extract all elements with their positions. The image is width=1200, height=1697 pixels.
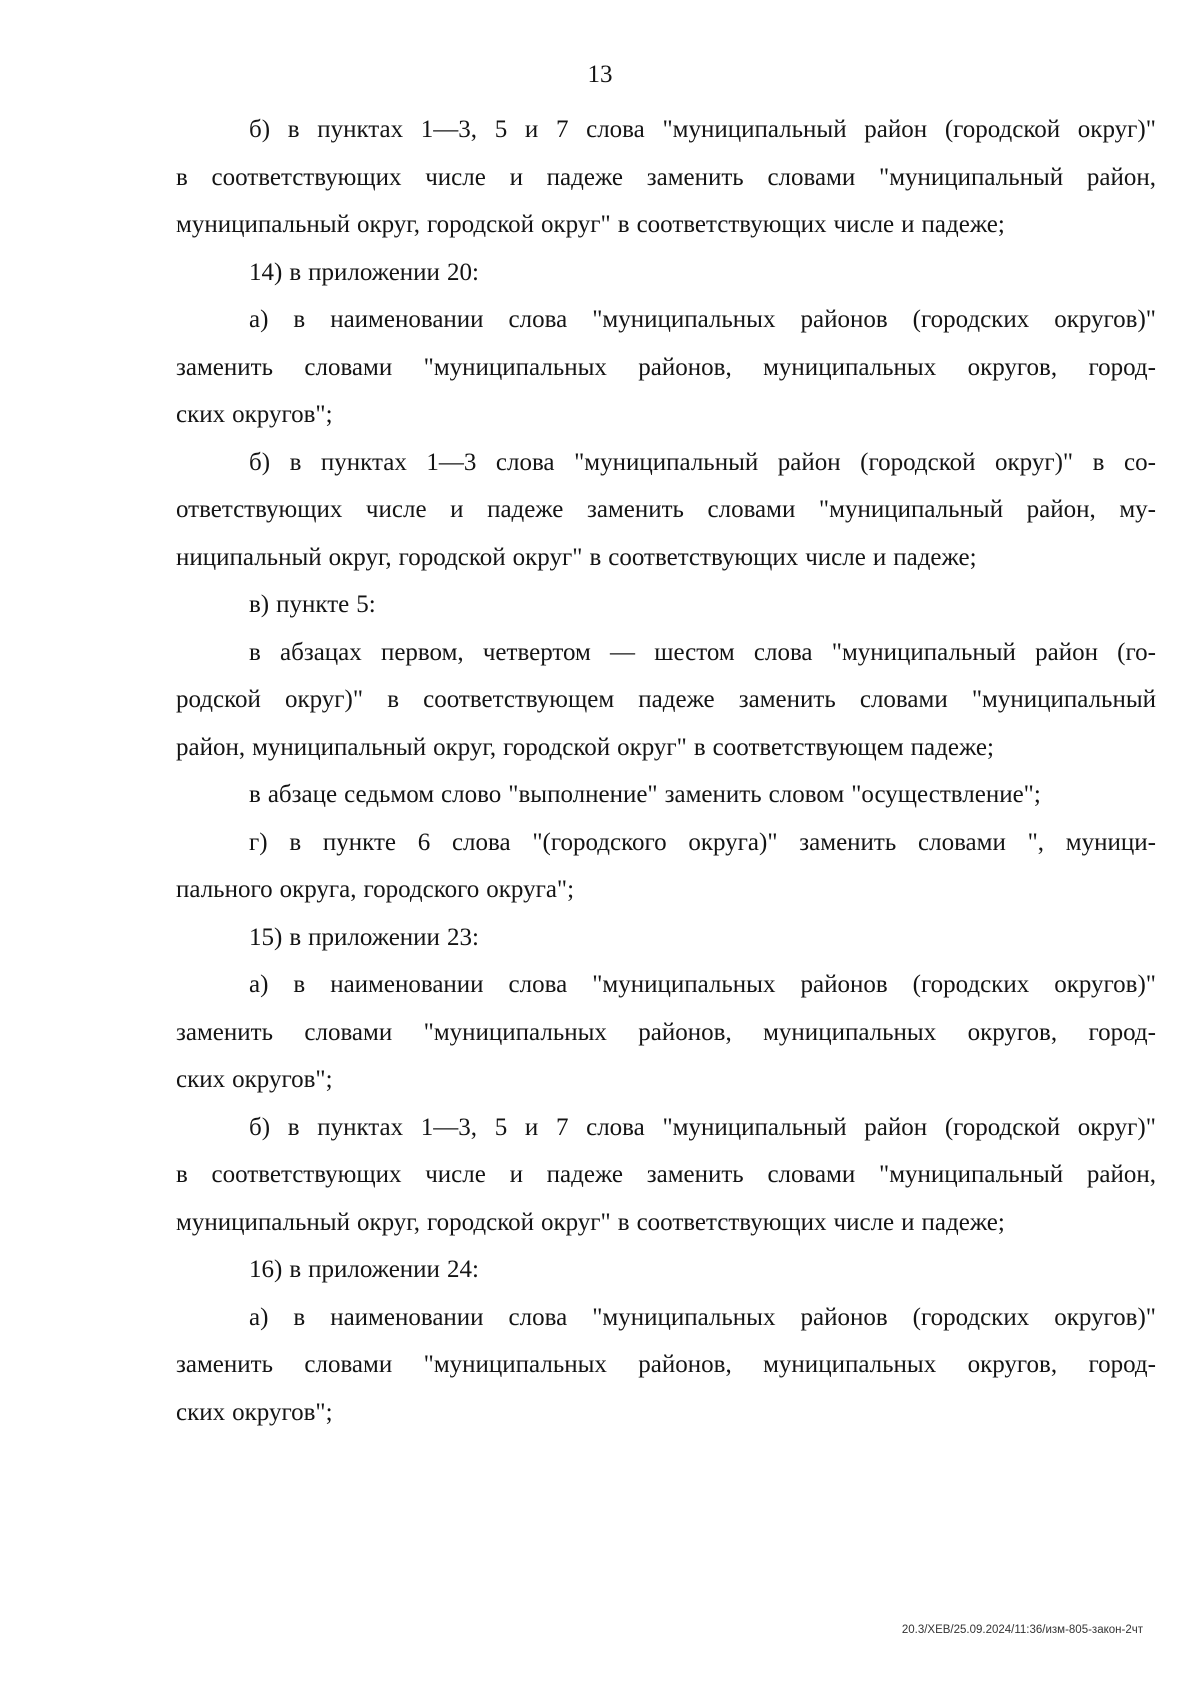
word: городской [398,543,506,571]
word: му- [1119,496,1156,523]
word: муниципальных [763,353,937,381]
text-line [176,534,1156,582]
word: округ)" [1077,116,1156,143]
word: "муниципальных [423,1018,607,1046]
word: абзаце [267,781,338,808]
word: а) [249,1303,269,1331]
word: городской [426,1208,534,1236]
word: числе [425,163,486,191]
word: в [617,211,630,238]
word: город- [1088,1351,1156,1378]
word: пунктах [317,116,404,143]
word: город- [1088,353,1156,381]
word: в [589,543,602,571]
word: заменить [176,1018,273,1046]
word: "(городского [532,828,667,856]
word: округов)" [1054,971,1156,998]
word: пункте [276,591,350,618]
word: 1—3 [426,448,477,476]
word: слова [586,116,645,143]
word: (городской [944,116,1061,143]
word: седьмом [344,781,435,808]
word: "муниципальных [592,971,776,998]
word: словами [859,686,948,713]
word: 24: [446,1256,479,1283]
text-line [176,154,1156,202]
word: в [289,1256,302,1283]
word: словами [918,828,1006,856]
text-line [176,201,1156,249]
word: в [176,1161,188,1188]
word: округ" [540,1208,611,1236]
word: в [176,163,188,191]
word: в [387,686,400,713]
text-line [176,1294,1156,1342]
word: в [289,448,302,476]
word: в [287,1113,300,1141]
word: 16) [249,1256,283,1283]
word: округов, [967,1018,1058,1046]
word: словами [767,1161,856,1188]
word: словами [707,496,796,523]
word: в [289,923,302,951]
text-line [176,819,1156,867]
document-body [176,106,1156,1436]
word: округ" [512,543,583,571]
word: в [249,781,261,808]
word: наименовании [330,1303,484,1331]
text-line [176,1246,1156,1294]
word: (городской [860,448,976,476]
word: муниципальных [763,1351,937,1378]
word: 23: [446,923,479,951]
word: округ, [433,733,497,761]
word: округов)" [1054,306,1156,333]
word: в [289,828,302,856]
word: первом, [380,638,464,666]
word: ответствующих [176,496,343,523]
word: ", [1027,828,1045,856]
word: городской [503,733,611,761]
text-line [176,249,1156,297]
word: город- [1088,1018,1156,1046]
word: г) [249,828,268,856]
text-line [176,914,1156,962]
word: в [293,971,306,998]
word: округа)" [688,828,778,856]
text-line [176,1199,1156,1247]
word: в) [249,591,270,618]
word: 5: [356,591,376,618]
word: слова [586,1113,645,1141]
word: ских [176,1066,226,1093]
word: соответствующем [712,733,904,761]
word: (городских [912,306,1030,333]
word: муниципальный [252,733,427,761]
word: заменить [646,1161,744,1188]
word: б) [249,448,271,476]
word: "муниципальный [879,163,1064,191]
text-line [176,391,1156,439]
word: слова [508,971,568,998]
word: числе [805,543,866,571]
text-line [176,866,1156,914]
word: заменить [586,496,684,523]
word: городского [363,876,480,903]
word: и [872,543,887,571]
word: 20: [446,258,479,286]
word: заменить [738,686,836,713]
text-line [176,1341,1156,1389]
word: пального [176,876,273,903]
text-line [176,439,1156,487]
word: слова [753,638,813,666]
word: падеже [546,1161,624,1188]
text-line [176,1104,1156,1152]
text-line [176,106,1156,154]
word: пунктах [320,448,407,476]
word: "осуществление"; [851,781,1041,808]
word: округов, [967,1351,1058,1378]
word: и [524,1113,539,1141]
word: "выполнение" [508,781,658,808]
word: 5 [494,116,508,143]
word: "муниципальных [592,1303,776,1331]
word: округов"; [232,1398,333,1426]
text-line [176,629,1156,677]
word: "муниципальный [879,1161,1064,1188]
word: б) [249,116,271,143]
word: район, [1086,1161,1156,1188]
word: 7 [555,116,569,143]
word: а) [249,971,269,998]
word: "муниципальных [592,306,776,333]
word: в [289,258,302,286]
word: заменить [664,781,762,808]
word: 7 [555,1113,569,1141]
footer-stamp: 20.3/ХЕВ/25.09.2024/11:36/изм-805-закон-2чт [901,1624,1143,1636]
word: числе [425,1161,486,1188]
word: 14) [249,258,283,286]
word: округ, [328,543,392,571]
word: падеже; [893,543,977,571]
word: округ)" [284,686,364,713]
word: наименовании [330,971,484,998]
text-line [176,724,1156,772]
word: округ)" [1077,1113,1156,1141]
word: округов"; [232,401,333,428]
word: районов [800,971,888,998]
word: в [293,306,306,333]
word: район [1035,638,1098,666]
word: шестом [654,638,735,666]
word: ниципальный [176,543,322,571]
word: соответствующем [423,686,615,713]
word: округа, [279,876,357,903]
word: муниципальных [763,1018,937,1046]
word: 6 [417,828,431,856]
word: соответствующих [608,543,799,571]
word: — [610,638,635,666]
text-line [176,1009,1156,1057]
word: 15) [249,923,283,951]
word: словами [767,163,856,191]
text-line [176,961,1156,1009]
word: муниципальный [176,211,350,238]
word: приложении [308,258,440,286]
word: соответствующих [211,163,402,191]
word: и [450,496,464,523]
word: "муниципальный [662,116,847,143]
word: 5 [494,1113,508,1141]
word: словами [304,353,393,381]
word: районов, [638,1018,732,1046]
word: падеже [638,686,715,713]
word: округ" [617,733,687,761]
word: (городской [944,1113,1061,1141]
text-line [176,1389,1156,1437]
word: район, [176,733,246,761]
word: район, [1086,163,1156,191]
word: слова [508,1303,568,1331]
word: округов)" [1054,1303,1156,1331]
word: район [864,1113,928,1141]
word: (городских [912,971,1030,998]
word: и [901,211,915,238]
word: соответствующих [636,211,827,238]
word: слова [451,828,511,856]
word: со- [1124,448,1156,476]
text-line [176,771,1156,819]
word: словом [768,781,845,808]
text-line [176,344,1156,392]
word: районов [800,1303,888,1331]
word: б) [249,1113,271,1141]
word: 1—3, [420,116,478,143]
word: а) [249,306,269,333]
word: родской [176,686,261,713]
word: район [864,116,928,143]
word: четвертом [482,638,591,666]
word: в [249,638,261,666]
word: приложении [308,923,440,951]
word: (городских [912,1303,1030,1331]
word: ских [176,1398,226,1426]
word: районов [800,306,888,333]
word: "муниципальный [574,448,759,476]
word: в [293,1303,306,1331]
word: "муниципальный [818,496,1004,523]
text-line [176,296,1156,344]
word: словами [304,1351,393,1378]
word: заменить [176,353,273,381]
text-line [176,1056,1156,1104]
page-number: 13 [587,61,613,88]
word: округ, [356,211,420,238]
word: в [287,116,300,143]
word: ских [176,401,226,428]
word: муниципальный [176,1208,350,1236]
word: (го- [1117,638,1156,666]
word: падеже; [921,1208,1005,1236]
word: "муниципальный [971,686,1156,713]
word: пункте [322,828,396,856]
word: пунктах [317,1113,404,1141]
word: округов, [967,353,1058,381]
word: заменить [176,1351,273,1378]
text-line [176,581,1156,629]
word: абзацах [280,638,362,666]
word: приложении [308,1256,440,1283]
text-line [176,676,1156,724]
word: район [777,448,841,476]
word: числе [365,496,427,523]
word: "муниципальных [423,353,607,381]
word: слова [495,448,555,476]
word: и [509,163,523,191]
text-line [176,1151,1156,1199]
word: округа"; [486,876,575,903]
word: соответствующих [636,1208,827,1236]
word: 1—3, [420,1113,478,1141]
word: муници- [1065,828,1156,856]
word: округов"; [232,1066,333,1093]
word: район, [1026,496,1096,523]
word: округ" [540,211,611,238]
word: наименовании [330,306,484,333]
word: в [1092,448,1105,476]
word: и [509,1161,523,1188]
word: округ)" [995,448,1074,476]
word: "муниципальных [423,1351,607,1378]
word: числе [833,1208,895,1236]
word: городской [426,211,534,238]
word: слово [441,781,502,808]
word: районов, [638,353,732,381]
word: падеже [546,163,624,191]
word: числе [833,211,895,238]
word: районов, [638,1351,732,1378]
word: заменить [799,828,897,856]
word: падеже; [921,211,1005,238]
word: и [901,1208,915,1236]
word: в [693,733,706,761]
word: падеже [487,496,564,523]
word: округ, [356,1208,420,1236]
word: и [524,116,539,143]
word: соответствующих [211,1161,402,1188]
word: падеже; [910,733,994,761]
word: "муниципальный [662,1113,847,1141]
word: в [617,1208,630,1236]
word: заменить [646,163,744,191]
text-line [176,486,1156,534]
word: словами [304,1018,393,1046]
word: "муниципальный [831,638,1016,666]
word: слова [508,306,568,333]
